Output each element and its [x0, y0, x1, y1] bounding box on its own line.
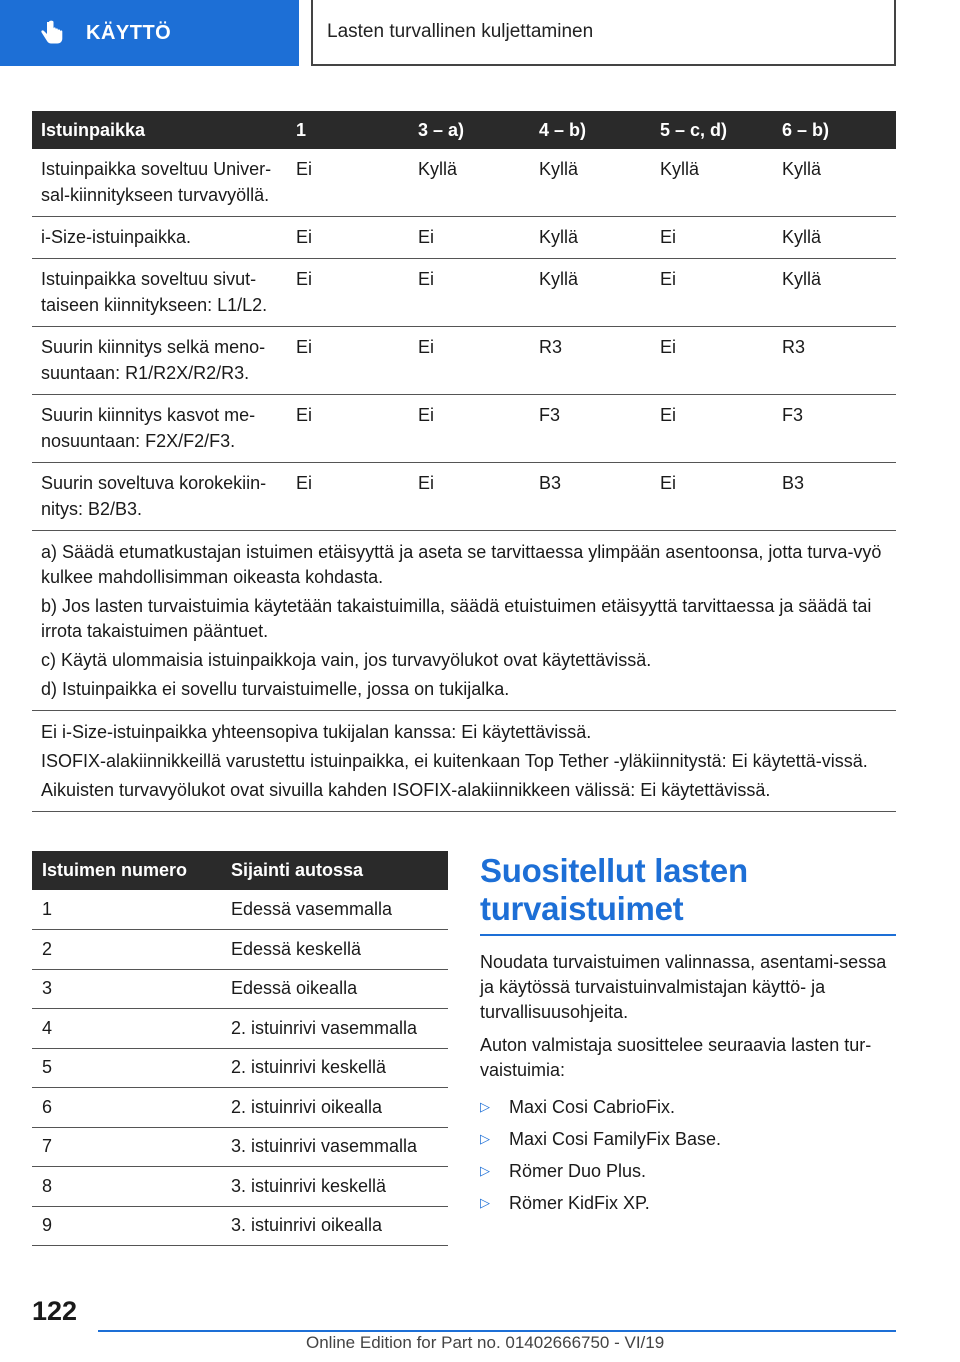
page-number: 122	[32, 1296, 78, 1326]
table-cell: Ei	[287, 217, 409, 259]
remarks	[32, 711, 896, 812]
table-cell: Ei	[409, 217, 530, 259]
table-cell: Ei	[651, 395, 773, 463]
table-row	[32, 930, 448, 970]
seat-number: 3	[32, 969, 221, 1009]
table-cell: Ei	[287, 149, 409, 217]
table-cell: Ei	[409, 327, 530, 395]
table-cell: Ei	[651, 259, 773, 327]
column-header: 3 – a)	[409, 111, 530, 149]
table-cell: Kyllä	[530, 217, 651, 259]
seat-number: 9	[32, 1206, 221, 1246]
table-cell: Kyllä	[651, 149, 773, 217]
table-cell: Ei	[409, 395, 530, 463]
table-cell: Ei	[409, 463, 530, 531]
table-row	[32, 259, 896, 327]
instruction-paragraph: Noudata turvaistuimen valinnassa, asentami-sessa ja käytössä turvaistuinvalmistajan käyttö- ja turvallisuusohjeita.	[480, 952, 887, 1022]
table-cell: Kyllä	[773, 149, 896, 217]
triangle-bullet-icon: ▷	[480, 1163, 490, 1178]
table-cell: Ei	[651, 327, 773, 395]
edition-text: Online Edition for Part no. 01402666750 - VI/19	[306, 1333, 665, 1352]
seat-location: 2. istuinrivi vasemmalla	[221, 1009, 448, 1049]
section-label: KÄYTTÖ	[86, 21, 172, 44]
list-item-label: Römer Duo Plus.	[509, 1161, 647, 1181]
seat-number: 4	[32, 1009, 221, 1049]
footer-divider	[98, 1330, 896, 1332]
table-cell: Kyllä	[530, 149, 651, 217]
table-cell: R3	[773, 327, 896, 395]
table-cell: Ei	[651, 217, 773, 259]
table-cell: Ei	[287, 395, 409, 463]
seat-location: 3. istuinrivi oikealla	[221, 1206, 448, 1246]
hand-pointer-icon	[38, 19, 66, 47]
table-row	[32, 1009, 448, 1049]
list-item-label: Römer KidFix XP.	[509, 1193, 650, 1213]
table-cell: Ei	[287, 259, 409, 327]
table-cell: Kyllä	[409, 149, 530, 217]
table-cell: Kyllä	[530, 259, 651, 327]
seat-number: 1	[32, 890, 221, 930]
table-cell: F3	[530, 395, 651, 463]
list-item	[480, 1091, 896, 1123]
table-cell: Ei	[287, 327, 409, 395]
row-label: Istuinpaikka soveltuu sivut-taiseen kiinnitykseen: L1/L2.	[32, 259, 287, 327]
seat-location: 2. istuinrivi oikealla	[221, 1088, 448, 1128]
table-row	[32, 395, 896, 463]
table-cell: B3	[773, 463, 896, 531]
chapter-title-box	[311, 0, 896, 66]
section-tab[interactable]	[0, 0, 299, 66]
seat-location: Edessä oikealla	[221, 969, 448, 1009]
table-cell: Ei	[651, 463, 773, 531]
table-cell: F3	[773, 395, 896, 463]
column-header: Sijainti autossa	[221, 851, 448, 890]
table-row	[32, 969, 448, 1009]
table-header-row	[32, 851, 448, 890]
seat-location: Edessä vasemmalla	[221, 890, 448, 930]
table-row	[32, 1048, 448, 1088]
seat-number: 5	[32, 1048, 221, 1088]
table-row	[32, 1088, 448, 1128]
chapter-title: Lasten turvallinen kuljettaminen	[327, 21, 594, 42]
triangle-bullet-icon: ▷	[480, 1131, 490, 1146]
table-cell: Ei	[287, 463, 409, 531]
column-header: 5 – c, d)	[651, 111, 773, 149]
seat-number: 7	[32, 1127, 221, 1167]
seat-location: 3. istuinrivi keskellä	[221, 1167, 448, 1207]
seat-suitability-table	[32, 111, 896, 812]
table-row	[32, 149, 896, 217]
triangle-bullet-icon: ▷	[480, 1099, 490, 1114]
table-row	[32, 463, 896, 531]
table-cell: Kyllä	[773, 217, 896, 259]
row-label: Istuinpaikka soveltuu Univer-sal-kiinnitykseen turvavyöllä.	[32, 149, 287, 217]
seat-location: Edessä keskellä	[221, 930, 448, 970]
seat-location: 2. istuinrivi keskellä	[221, 1048, 448, 1088]
footnote: b) Jos lasten turvaistuimia käytetään takaistuimilla, säädä etuistuimen etäisyyttä tarvittaessa ja säädä tai irrota takaistuimen pääntuet.	[41, 596, 872, 641]
remark: Aikuisten turvavyölukot ovat sivuilla kahden ISOFIX-alakiinnikkeen välissä: Ei käytettävissä.	[41, 780, 771, 800]
seat-number: 8	[32, 1167, 221, 1207]
seat-number: 6	[32, 1088, 221, 1128]
table-row	[32, 890, 448, 930]
recommended-seats-section	[480, 852, 896, 1219]
section-heading: Suositellut lasten turvaistuimet	[480, 852, 896, 936]
row-label: Suurin kiinnitys kasvot me-nosuuntaan: F2X/F2/F3.	[32, 395, 287, 463]
footnote: c) Käytä ulommaisia istuinpaikkoja vain, jos turvavyölukot ovat käytettävissä.	[41, 650, 652, 670]
column-header: 4 – b)	[530, 111, 651, 149]
recommendation-paragraph: Auton valmistaja suosittelee seuraavia lasten tur-vaistuimia:	[480, 1035, 872, 1080]
footnotes	[32, 531, 896, 711]
column-header: Istuinpaikka	[32, 111, 287, 149]
triangle-bullet-icon: ▷	[480, 1195, 490, 1210]
remark: ISOFIX-alakiinnikkeillä varustettu istuinpaikka, ei kuitenkaan Top Tether -yläkiinnitystä: Ei käytettä-vissä.	[41, 751, 868, 771]
column-header: 1	[287, 111, 409, 149]
list-item-label: Maxi Cosi CabrioFix.	[509, 1097, 676, 1117]
table-row	[32, 1167, 448, 1207]
table-cell: Ei	[409, 259, 530, 327]
seat-position-table	[32, 851, 448, 1246]
row-label: Suurin soveltuva korokekiin-nitys: B2/B3.	[32, 463, 287, 531]
column-header: 6 – b)	[773, 111, 896, 149]
table-cell: B3	[530, 463, 651, 531]
list-item	[480, 1187, 896, 1219]
table-cell: Kyllä	[773, 259, 896, 327]
footnote: d) Istuinpaikka ei sovellu turvaistuimelle, jossa on tukijalka.	[41, 679, 510, 699]
recommended-list	[480, 1091, 896, 1219]
table-row	[32, 217, 896, 259]
remarks-row	[32, 711, 896, 812]
table-header-row	[32, 111, 896, 149]
list-item-label: Maxi Cosi FamilyFix Base.	[509, 1129, 722, 1149]
footnote: a) Säädä etumatkustajan istuimen etäisyyttä ja aseta se tarvittaessa ylimpään asentoonsa, jotta turva-vyö kulkee mahdollisimman oikeasta kohdasta.	[41, 542, 882, 587]
column-header: Istuimen numero	[32, 851, 221, 890]
remark: Ei i-Size-istuinpaikka yhteensopiva tukijalan kanssa: Ei käytettävissä.	[41, 722, 592, 742]
table-cell: R3	[530, 327, 651, 395]
list-item	[480, 1123, 896, 1155]
table-row	[32, 1127, 448, 1167]
table-row	[32, 327, 896, 395]
list-item	[480, 1155, 896, 1187]
seat-number: 2	[32, 930, 221, 970]
footnotes-row	[32, 531, 896, 711]
seat-location: 3. istuinrivi vasemmalla	[221, 1127, 448, 1167]
row-label: Suurin kiinnitys selkä meno-suuntaan: R1/R2X/R2/R3.	[32, 327, 287, 395]
row-label: i-Size-istuinpaikka.	[32, 217, 287, 259]
table-row	[32, 1206, 448, 1246]
